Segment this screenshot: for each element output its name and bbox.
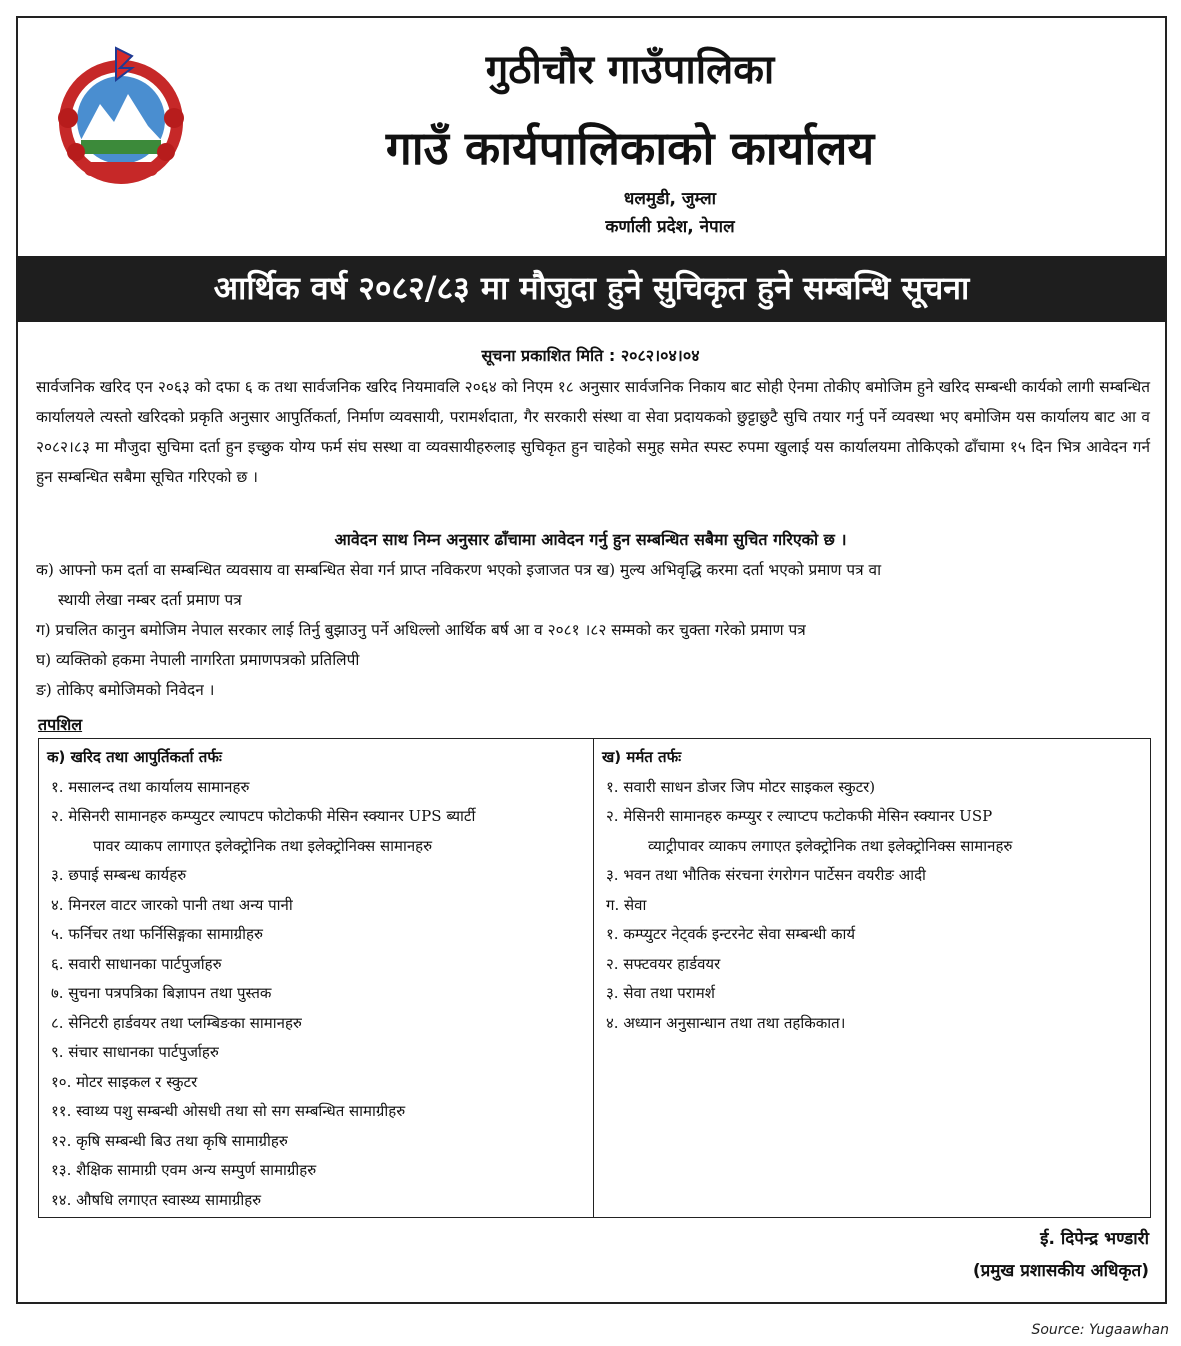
nepal-government-emblem-icon xyxy=(48,42,194,188)
requirements-list xyxy=(36,555,1150,705)
requirements-heading: आवेदन साथ निम्न अनुसार ढाँचामा आवेदन गर्नु हुन सम्बन्धित सबैमा सुचित गरिएको छ । xyxy=(334,530,847,549)
source-credit: Source: Yugaawhan xyxy=(1031,1322,1169,1338)
table-row: ८. सेनिटरी हार्डवयर तथा प्लम्बिङका सामानहरु xyxy=(51,1013,302,1032)
signatory-name: ई. दिपेन्द्र भण्डारी xyxy=(1040,1229,1149,1249)
address-line-1: धलमुडी, जुम्ला xyxy=(623,189,717,209)
table-row: ६. सवारी साधानका पार्टपुर्जाहरु xyxy=(51,954,222,973)
requirement-item: स्थायी लेखा नम्बर दर्ता प्रमाण पत्र xyxy=(58,591,242,609)
procurement-heading: क) खरिद तथा आपुर्तिकर्ता तर्फः xyxy=(47,748,222,766)
table-row: पावर व्याकप लागाएत इलेक्ट्रोनिक तथा इलेक्ट्रोनिक्स सामानहरु xyxy=(93,836,433,855)
details-table xyxy=(38,738,1151,1218)
table-row: ४. मिनरल वाटर जारको पानी तथा अन्य पानी xyxy=(51,895,293,914)
notice-body: सार्वजनिक खरिद एन २०६३ को दफा ६ क तथा सार्वजनिक खरिद नियमावलि २०६४ को निएम १८ अनुसार सार्वजनिक निकाय बाट सोही ऐनमा तोकीए बमोजिम हुने खरिद सम्बन्धी कार्यको लागी सम्बन्धित कार्यालयले त्यस्तो खरिदको प्रकृति अनुसार आपुर्तिकर्ता, निर्माण व्यवसायी, परामर्शदाता, गैर सरकारी संस्था वा सेवा प्रदायकको छुट्टाछुटै सुचि तयार गर्नु पर्ने व्यवस्था भए बमोजिम यस कार्यालय बाट आ व २०८२।८३ मा मौजुदा सुचिमा दर्ता हुन इच्छुक योग्य फर्म संघ सस्था वा व्यवसायीहरुलाइ सुचिकृत हुन चाहेको समुह समेत स्पस्ट रुपमा खुलाई यस कार्यालयमा तोकिएको ढाँचामा १५ दिन भित्र आवेदन गर्न हुन सम्बन्धित सबैमा सूचित गरिएको छ । xyxy=(36,378,1150,486)
table-row: १३. शैक्षिक सामाग्री एवम अन्य सम्पुर्ण सामाग्रीहरु xyxy=(51,1161,317,1179)
table-row: २. मेसिनरी सामानहरु कम्प्युर र ल्याप्टप फटोकफी मेसिन स्क्यानर USP xyxy=(606,807,993,825)
details-heading: तपशिल xyxy=(38,715,83,734)
table-row: १४. औषधि लगाएत स्वास्थ्य सामाग्रीहरु xyxy=(51,1190,262,1209)
table-row: ग. सेवा xyxy=(606,895,647,914)
table-row: १२. कृषि सम्बन्धी बिउ तथा कृषि सामाग्रीहरु xyxy=(51,1131,288,1150)
requirement-item: ङ) तोकिए बमोजिमको निवेदन । xyxy=(36,681,215,699)
table-row: १०. मोटर साइकल र स्कुटर xyxy=(51,1072,198,1091)
requirement-item: ग) प्रचलित कानुन बमोजिम नेपाल सरकार लाई तिर्नु बुझाउनु पर्ने अधिल्लो आर्थिक बर्ष आ व २०८१ ।८२ सम्मको कर चुक्ता गरेको प्रमाण पत्र xyxy=(36,621,806,639)
office-title: गाउँ कार्यपालिकाको कार्यालय xyxy=(385,121,875,175)
table-row: ७. सुचना पत्रपत्रिका बिज्ञापन तथा पुस्तक xyxy=(51,984,272,1002)
table-row: ३. भवन तथा भौतिक संरचना रंगरोगन पार्टेसन वयरीङ आदी xyxy=(606,866,926,884)
table-row: १. सवारी साधन डोजर जिप मोटर साइकल स्कुटर) xyxy=(606,777,876,796)
table-row: १. मसालन्द तथा कार्यालय सामानहरु xyxy=(51,777,250,796)
notice-banner: आर्थिक वर्ष २०८२/८३ मा मौजुदा हुने सुचिकृत हुने सम्बन्धि सूचना xyxy=(16,256,1167,322)
repair-heading: ख) मर्मत तर्फः xyxy=(602,748,682,766)
requirement-item: क) आफ्नो फम दर्ता वा सम्बन्धित व्यवसाय वा सम्बन्धित सेवा गर्न प्राप्त नविकरण भएको इजाजत पत्र ख) मुल्य अभिवृद्धि करमा दर्ता भएको प्रमाण पत्र वा xyxy=(36,561,882,579)
publish-date: सूचना प्रकाशित मिति : २०८२।०४।०४ xyxy=(481,346,700,365)
table-row: ३. छपाई सम्बन्ध कार्यहरु xyxy=(51,866,187,884)
table-row: ९. संचार साधानका पार्टपुर्जाहरु xyxy=(51,1043,219,1061)
table-row: ४. अध्यान अनुसान्धान तथा तथा तहकिकात। xyxy=(606,1013,846,1032)
municipality-title: गुठीचौर गाउँपालिका xyxy=(485,47,775,93)
address-line-2: कर्णाली प्रदेश, नेपाल xyxy=(605,217,735,237)
table-row: २. मेसिनरी सामानहरु कम्प्युटर ल्यापटप फोटोकफी मेसिन स्क्यानर UPS ब्यार्टी xyxy=(51,807,476,825)
table-row: ११. स्वाथ्य पशु सम्बन्धी ओसधी तथा सो सग सम्बन्धित सामाग्रीहरु xyxy=(51,1102,406,1120)
table-row: २. सफ्टवयर हार्डवयर xyxy=(606,954,721,973)
requirement-item: घ) व्यक्तिको हकमा नेपाली नागरिता प्रमाणपत्रको प्रतिलिपी xyxy=(36,651,360,669)
repair-column xyxy=(594,739,1150,1217)
table-row: व्याट्रीपावर व्याकप लगाएत इलेक्ट्रोनिक तथा इलेक्ट्रोनिक्स सामानहरु xyxy=(648,836,1013,855)
signatory-title: (प्रमुख प्रशासकीय अधिकृत) xyxy=(972,1261,1149,1281)
procurement-column xyxy=(39,739,594,1217)
table-row: १. कम्प्युटर नेट्वर्क इन्टरनेट सेवा सम्बन्धी कार्य xyxy=(606,925,856,943)
table-row: ५. फर्निचर तथा फर्निसिङ्गका सामाग्रीहरु xyxy=(51,925,263,943)
table-row: ३. सेवा तथा परामर्श xyxy=(606,984,715,1002)
